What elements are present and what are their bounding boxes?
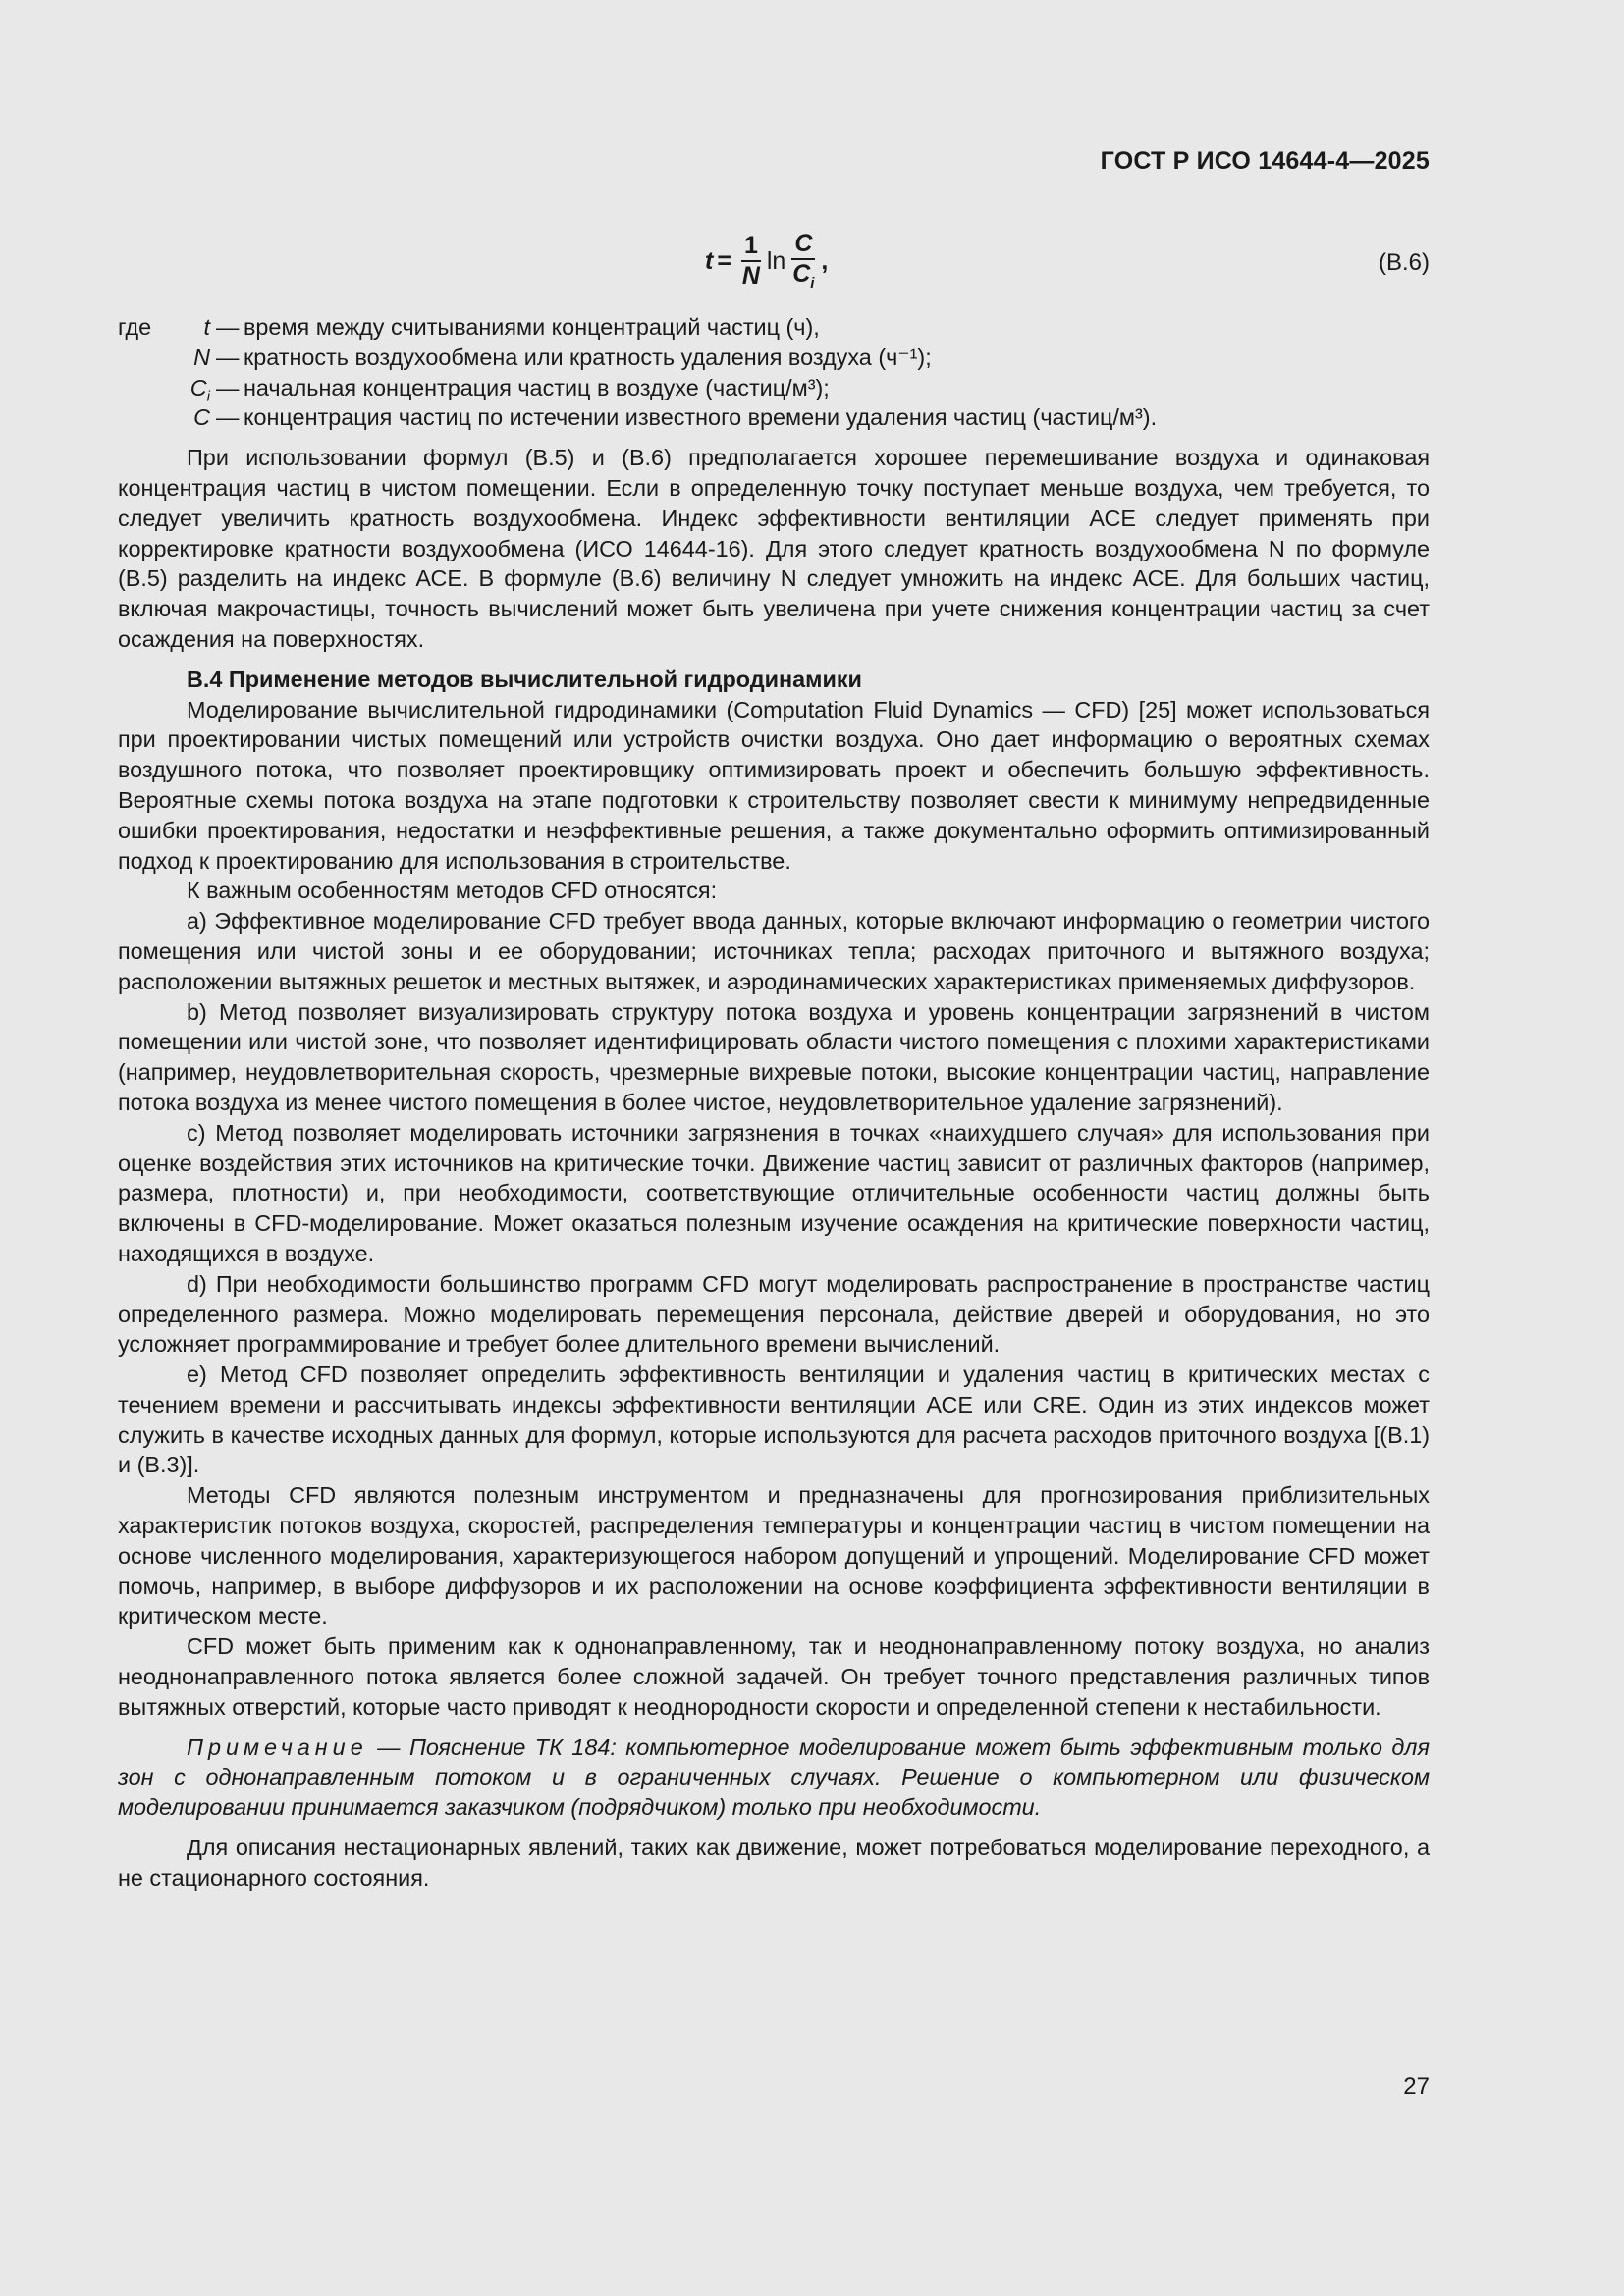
definition-symbol	[153, 402, 216, 433]
paragraph-transient: Для описания нестационарных явлений, таких как движение, может потребоваться моделирование переходного, а не стационарного состояния.	[118, 1835, 1430, 1891]
formula-equals: =	[717, 246, 731, 275]
definition-text: начальная концентрация частиц в воздухе (частиц/м³);	[244, 374, 830, 400]
definition-row	[118, 312, 1430, 343]
definition-text: концентрация частиц по истечении известного времени удаления частиц (частиц/м³).	[244, 404, 1158, 431]
fraction-2-numerator: C	[791, 232, 815, 260]
definition-symbol	[153, 312, 216, 343]
definition-symbol-base: t	[203, 314, 210, 340]
definition-dash: —	[216, 374, 240, 400]
paragraph-cfd-tools: Методы CFD являются полезным инструментом и предназначены для прогнозирования приблизительных характеристик потоков воздуха, скоростей, распределения температуры и концентрации частиц в чистом помещении на основе численного моделирования, характеризующегося набором допущений и упрощений. Моделирование CFD может помочь, например, в выборе диффузоров и их расположении на основе коэффициента эффективности вентиляции в критическом месте.	[118, 1482, 1430, 1629]
definition-symbol-base: C	[189, 374, 207, 400]
definition-dash: —	[216, 314, 240, 340]
note-label: Примечание	[187, 1734, 368, 1760]
formula-ln: ln	[766, 246, 786, 275]
note-block	[118, 1733, 1430, 1823]
list-item-a: a) Эффективное моделирование CFD требует ввода данных, которые включают информацию о геометрии чистого помещения или чистой зоны и ее оборудовании; источниках тепла; расходах приточного и вытяжного воздуха; расположении вытяжных решеток и местных вытяжек, и аэродинамических характеристиках применяемых диффузоров.	[118, 908, 1430, 994]
document-header: ГОСТ Р ИСО 14644-4—2025	[1100, 147, 1430, 175]
formula-block	[118, 228, 1430, 296]
paragraph-cfd-flow: CFD может быть применим как к однонаправленному, так и неоднонаправленному потоку воздуха, но анализ неоднонаправленного потока является более сложной задачей. Он требует точного представления различных типов вытяжных отверстий, которые часто приводят к неоднородности скорости и определенной степени к нестабильности.	[118, 1633, 1430, 1720]
paragraph-cfd-intro: Моделирование вычислительной гидродинамики (Computation Fluid Dynamics — CFD) [25] может использоваться при проектировании чистых помещений или устройств очистки воздуха. Оно дает информацию о вероятных схемах воздушного потока, что позволяет проектировщику оптимизировать проект и обеспечить большую эффективность. Вероятные схемы потока воздуха на этапе подготовки к строительству позволяет свести к минимуму непредвиденные ошибки проектирования, недостатки и неэффективные решения, а также документально оформить оптимизированный подход к проектированию для использования в строительстве.	[118, 696, 1430, 874]
definition-row	[118, 343, 1430, 373]
definition-text: кратность воздухообмена или кратность удаления воздуха (ч⁻¹);	[244, 344, 932, 370]
page-number: 27	[1403, 2073, 1430, 2100]
definition-dash: —	[216, 404, 240, 431]
definition-symbol-base: C	[193, 404, 210, 431]
definition-dash: —	[216, 344, 240, 370]
variable-definitions	[118, 312, 1430, 433]
note-dash: —	[367, 1734, 409, 1760]
paragraph-formula-usage: При использовании формул (В.5) и (В.6) предполагается хорошее перемешивание воздуха и одинаковая концентрация частиц в чистом помещении. Если в определенную точку поступает меньше воздуха, чем требуется, то следует увеличить кратность воздухообмена. Индекс эффективности вентиляции АСЕ следует применять при корректировке кратности воздухообмена (ИСО 14644-16). Для этого следует кратность воздухообмена N по формуле (В.5) разделить на индекс АСЕ. В формуле (В.6) величину N следует умножить на индекс АСЕ. Для больших частиц, включая макрочастицы, точность вычислений может быть увеличена при учете снижения концентрации частиц за счет осаждения на поверхностях.	[118, 445, 1430, 652]
definition-symbol-sub: i	[206, 388, 210, 405]
definition-text: время между считываниями концентраций частиц (ч),	[244, 314, 820, 340]
note-text: Пояснение ТК 184: компьютерное моделирование может быть эффективным только для зон с однонаправленным потоком и в ограниченных случаях. Решение о компьютерном или физическом моделировании принимается заказчиком (подрядчиком) только при необходимости.	[118, 1734, 1430, 1821]
list-item-e: e) Метод CFD позволяет определить эффективность вентиляции и удаления частиц в критических местах с течением времени и рассчитывать индексы эффективности вентиляции АСЕ или CRE. Один из этих индексов может служить в качестве исходных данных для формул, которые используются для расчета расходов приточного воздуха [(В.1) и (В.3)].	[118, 1362, 1430, 1478]
formula-b6	[705, 232, 828, 291]
formula-lhs: t	[705, 246, 714, 275]
fraction-1-numerator: 1	[741, 234, 761, 262]
paragraph-cfd-features-lead: К важным особенностям методов CFD относятся:	[187, 878, 718, 904]
formula-tail: ,	[821, 246, 829, 275]
equation-number: (В.6)	[1378, 249, 1430, 276]
definition-symbol-base: N	[193, 344, 210, 370]
definition-symbol	[153, 343, 216, 373]
list-item-c: c) Метод позволяет моделировать источники загрязнения в точках «наихудшего случая» для использования при оценке воздействия этих источников на критические точки. Движение частиц зависит от различных факторов (например, размера, плотности) и, при необходимости, соответствующие отличительные особенности частиц должны быть включены в CFD-моделирование. Может оказаться полезным изучение осаждения на критические поверхности частиц, находящихся в воздухе.	[118, 1119, 1430, 1266]
fraction-2-denominator	[792, 260, 814, 291]
fraction-1-denominator: N	[741, 262, 760, 290]
list-item-d: d) При необходимости большинство программ CFD могут моделировать распространение в пространстве частиц определенного размера. Можно моделировать перемещения персонала, действие дверей и оборудования, но это усложняет программирование и требует более длительного времени вычислений.	[118, 1270, 1430, 1358]
section-heading-b4: В.4 Применение методов вычислительной гидродинамики	[187, 666, 862, 692]
fraction-2-denominator-sub: i	[810, 275, 815, 292]
formula-fraction-1	[741, 234, 761, 289]
definitions-where: где	[118, 314, 152, 340]
fraction-2-denominator-base: C	[792, 260, 811, 288]
definition-symbol	[153, 373, 216, 403]
page-body	[118, 312, 1430, 1894]
formula-fraction-2	[791, 232, 815, 291]
definition-row	[118, 373, 1430, 403]
list-item-b: b) Метод позволяет визуализировать структуру потока воздуха и уровень концентрации загрязнений в чистом помещении или чистой зоне, что позволяет идентифицировать области чистого помещения с плохими характеристиками (например, неудовлетворительная скорость, чрезмерные вихревые потоки, высокие концентрации частиц, направление потока воздуха из менее чистого помещения в более чистое, неудовлетворительное удаление загрязнений).	[118, 998, 1430, 1115]
definition-row	[118, 402, 1430, 433]
